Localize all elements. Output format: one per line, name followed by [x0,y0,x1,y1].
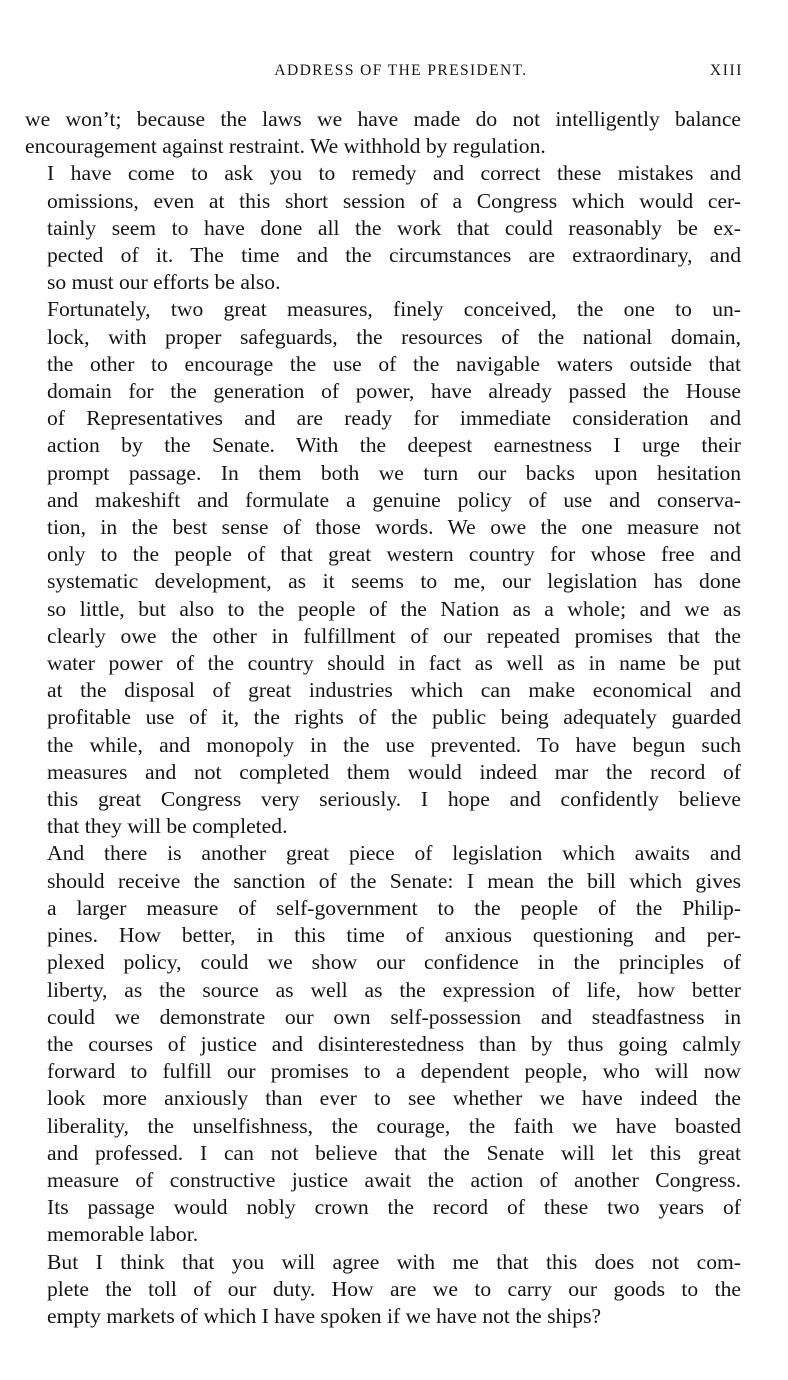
text-line: pines. How better, in this time of anxious questioning and per- [47,923,741,948]
text-line: so little, but also to the people of the Nation as a whole; and we as [47,596,741,621]
text-line: tainly seem to have done all the work that could reasonably be ex- [47,215,741,240]
text-line: I have come to ask you to remedy and correct these mistakes and [47,161,741,186]
text-line: Its passage would nobly crown the record of these two years of [47,1195,741,1220]
text-line: and makeshift and formulate a genuine policy of use and conserva- [47,487,741,512]
text-line: domain for the generation of power, have already passed the House [47,379,741,404]
text-line: forward to fulfill our promises to a dependent people, who will now [47,1059,741,1084]
text-line: lock, with proper safeguards, the resources of the national domain, [47,324,741,349]
text-line: action by the Senate. With the deepest earnestness I urge their [47,433,741,458]
text-line: But I think that you will agree with me that this does not com- [47,1249,741,1274]
text-line: empty markets of which I have spoken if we have not the ships? [47,1303,602,1328]
text-line: liberty, as the source as well as the expression of life, how better [47,977,741,1002]
text-line: at the disposal of great industries which can make economical and [47,678,741,703]
text-line: And there is another great piece of legislation which awaits and [47,841,741,866]
text-line: only to the people of that great western country for whose free and [47,542,741,567]
text-line: this great Congress very seriously. I hope and confidently believe [47,787,741,812]
text-line: measure of constructive justice await the action of another Congress. [47,1167,741,1192]
text-line: we won’t; because the laws we have made do not intelligently balance [25,107,741,131]
text-line: the courses of justice and disinterestedness than by thus going calmly [47,1031,741,1056]
text-line: of Representatives and are ready for immediate consideration and [47,406,741,431]
text-line: the while, and monopoly in the use prevented. To have begun such [47,732,741,757]
text-line: measures and not completed them would indeed mar the record of [47,759,741,784]
text-line: encouragement against restraint. We withhold by regulation. [25,134,546,159]
text-line: plete the toll of our duty. How are we to carry our goods to the [47,1276,741,1301]
paragraph [25,296,741,840]
body-text [25,106,741,1330]
text-line: systematic development, as it seems to me, our legislation has done [47,569,741,594]
text-line: memorable labor. [47,1222,199,1247]
text-line: tion, in the best sense of those words. We owe the one measure not [47,515,741,540]
text-line: profitable use of it, the rights of the public being adequately guarded [47,705,741,730]
text-line: omissions, even at this short session of a Congress which would cer- [47,188,741,213]
text-line: should receive the sanction of the Senate: I mean the bill which gives [47,868,741,893]
text-line: pected of it. The time and the circumstances are extraordinary, and [47,243,741,268]
text-line: clearly owe the other in fulfillment of our repeated promises that the [47,623,741,648]
paragraph [25,160,741,296]
text-line: and professed. I can not believe that the Senate will let this great [47,1140,741,1165]
text-line: a larger measure of self-government to the people of the Philip- [47,895,741,920]
running-header [0,62,788,86]
text-line: liberality, the unselfishness, the courage, the faith we have boasted [47,1113,741,1138]
text-line: Fortunately, two great measures, finely conceived, the one to un- [47,297,741,322]
text-line: the other to encourage the use of the navigable waters outside that [47,351,741,376]
text-line: could we demonstrate our own self-possession and steadfastness in [47,1004,741,1029]
text-line: so must our efforts be also. [47,270,281,295]
running-title: ADDRESS OF THE PRESIDENT. [274,62,528,79]
paragraph [25,1249,741,1331]
text-line: look more anxiously than ever to see whether we have indeed the [47,1086,741,1111]
paragraph [25,840,741,1248]
text-line: that they will be completed. [47,814,288,839]
text-line: plexed policy, could we show our confidence in the principles of [47,950,741,975]
text-line: prompt passage. In them both we turn our backs upon hesitation [47,460,741,485]
paragraph [25,106,741,160]
page-number: XIII [709,62,743,79]
text-line: water power of the country should in fact as well as in name be put [47,651,741,676]
